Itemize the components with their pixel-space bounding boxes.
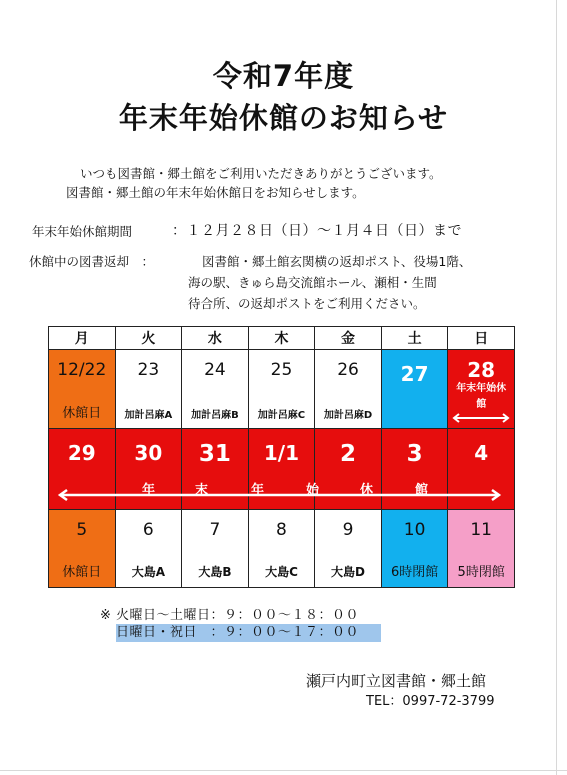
calendar-note: 加計呂麻B xyxy=(191,410,239,421)
calendar-day: 9 xyxy=(342,520,354,540)
calendar-note: 年末年始休館 xyxy=(456,383,507,410)
holiday-arrow-long xyxy=(55,488,505,502)
weekday-mon: 月 xyxy=(49,327,116,350)
hours-weekday: ※ 火曜日～土曜日：９：００～１８：００ xyxy=(100,608,360,623)
calendar-day: 5 xyxy=(76,520,88,540)
calendar-day: 2 xyxy=(340,441,357,467)
calendar-day: 30 xyxy=(134,441,163,465)
calendar-note: 休館日 xyxy=(62,565,102,580)
page-title-year: 令和7年度 xyxy=(212,59,355,93)
period-value: ：１２月２８日（日）～１月４日（日）まで xyxy=(172,223,462,239)
calendar-day: 28 xyxy=(467,358,496,382)
calendar-note: 大島D xyxy=(331,565,366,579)
calendar-cell-early-close xyxy=(381,510,448,588)
page-bottom-edge xyxy=(0,770,567,771)
calendar-day: 10 xyxy=(403,520,426,540)
calendar-week-1 xyxy=(49,350,515,429)
calendar-day: 26 xyxy=(337,360,359,380)
intro-line-2: 図書館・郷土館の年末年始休館日をお知らせします。 xyxy=(66,185,365,200)
return-label: 休館中の図書返却 ： xyxy=(29,254,155,269)
calendar-cell xyxy=(315,350,382,429)
calendar-day: 23 xyxy=(137,360,160,380)
calendar-day: 11 xyxy=(470,520,492,540)
holiday-calendar xyxy=(48,326,515,588)
calendar-cell xyxy=(115,510,182,588)
period-label: 年末年始休館期間 xyxy=(32,224,133,239)
calendar-day: 4 xyxy=(474,441,489,465)
banner-char: 館 xyxy=(415,483,429,498)
calendar-week-3 xyxy=(49,510,515,588)
banner-char: 始 xyxy=(306,483,320,498)
page-title: 年末年始休館のお知らせ xyxy=(118,101,449,135)
calendar-note: 加計呂麻C xyxy=(257,410,306,421)
calendar-day: 29 xyxy=(67,441,96,465)
holiday-arrow-short xyxy=(448,350,514,429)
calendar-cell xyxy=(182,350,249,429)
calendar-day: 1/1 xyxy=(263,441,300,465)
calendar-day: 6 xyxy=(142,520,154,540)
calendar-cell-closed xyxy=(49,510,116,588)
calendar-day: 7 xyxy=(209,520,221,540)
banner-char: 休 xyxy=(360,483,374,498)
calendar-note: 加計呂麻D xyxy=(323,410,373,421)
calendar-day: 12/22 xyxy=(57,360,107,380)
weekday-sat: 土 xyxy=(381,327,448,350)
return-line-1: 図書館・郷土館玄関横の返却ポスト、役場1階、 xyxy=(202,254,472,269)
calendar-cell xyxy=(248,510,315,588)
return-line-3: 待合所、の返却ポストをご利用ください。 xyxy=(188,296,426,311)
calendar-day: 3 xyxy=(406,441,423,467)
weekday-thu: 木 xyxy=(248,327,315,350)
calendar-day: 31 xyxy=(198,441,231,467)
hours-holiday: 日曜日・祝日 ：９：００～１７：００ xyxy=(116,624,381,642)
calendar-cell-holiday-start xyxy=(448,350,515,429)
calendar-header-row xyxy=(49,327,515,350)
intro-line-1: いつも図書館・郷土館をご利用いただきありがとうございます。 xyxy=(80,166,442,181)
calendar-cell-closed xyxy=(49,350,116,429)
calendar-note: 5時閉館 xyxy=(457,565,505,580)
calendar-cell xyxy=(182,510,249,588)
banner-char: 末 xyxy=(195,483,209,498)
calendar-note: 大島C xyxy=(265,565,298,579)
weekday-wed: 水 xyxy=(182,327,249,350)
calendar-day: 25 xyxy=(270,360,293,380)
calendar-cell xyxy=(315,510,382,588)
calendar-note: 6時閉館 xyxy=(390,565,439,580)
calendar-cell-early-close xyxy=(448,510,515,588)
return-line-2: 海の駅、きゅら島交流館ホール、瀬相・生間 xyxy=(188,275,437,290)
calendar-note: 休館日 xyxy=(62,406,102,421)
calendar-note: 大島A xyxy=(131,565,165,579)
weekday-sun: 日 xyxy=(448,327,515,350)
banner-char: 年 xyxy=(142,483,156,498)
calendar-day: 27 xyxy=(400,362,429,386)
weekday-tue: 火 xyxy=(115,327,182,350)
calendar-cell xyxy=(115,350,182,429)
footer-telephone: TEL：0997-72-3799 xyxy=(366,694,495,709)
weekday-fri: 金 xyxy=(315,327,382,350)
calendar-day: 8 xyxy=(276,520,287,540)
calendar-note: 大島B xyxy=(198,565,232,579)
footer-library-name: 瀬戸内町立図書館・郷土館 xyxy=(306,672,487,690)
banner-char: 年 xyxy=(251,483,265,498)
calendar-cell xyxy=(248,350,315,429)
calendar-note: 加計呂麻A xyxy=(124,410,173,421)
calendar-day: 24 xyxy=(204,360,226,380)
calendar-cell-saturday xyxy=(381,350,448,429)
